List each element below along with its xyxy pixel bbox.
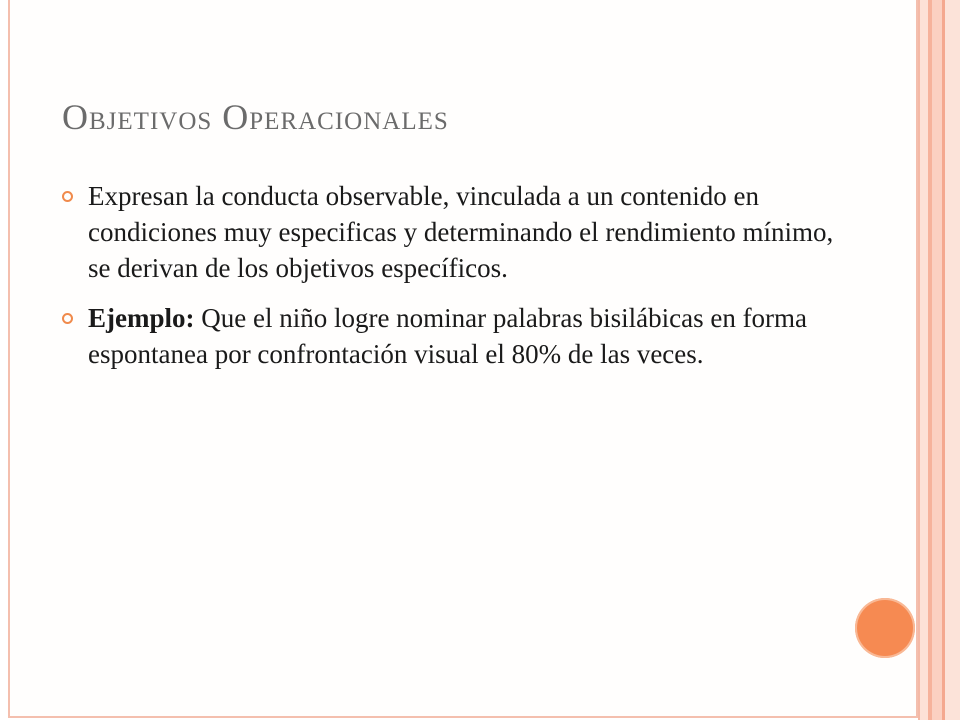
slide-title: Objetivos Operacionales: [62, 97, 449, 137]
stripe-4: [932, 0, 942, 720]
bullet-item-2: [62, 300, 852, 372]
bullet-text: [88, 178, 852, 286]
decorative-stripes: [918, 0, 960, 720]
bullet-item-1: [62, 178, 852, 286]
stripe-2: [920, 0, 928, 720]
stripe-6: [945, 0, 960, 720]
bullet-bold-label: Ejemplo:: [88, 303, 195, 333]
bullet-text: [88, 300, 852, 372]
bullet-circle-icon: [62, 191, 73, 202]
bullet-text-body: Que el niño logre nominar palabras bisilábicas en forma espontanea por confrontación visual el 80% de las veces.: [88, 303, 808, 369]
bullet-list: [62, 178, 852, 386]
orange-circle-icon: [855, 598, 915, 658]
bullet-text-body: Expresan la conducta observable, vinculada a un contenido en condiciones muy especificas y determinando el rendimiento mínimo, se derivan de los objetivos específicos.: [88, 181, 834, 283]
bullet-circle-icon: [62, 313, 73, 324]
